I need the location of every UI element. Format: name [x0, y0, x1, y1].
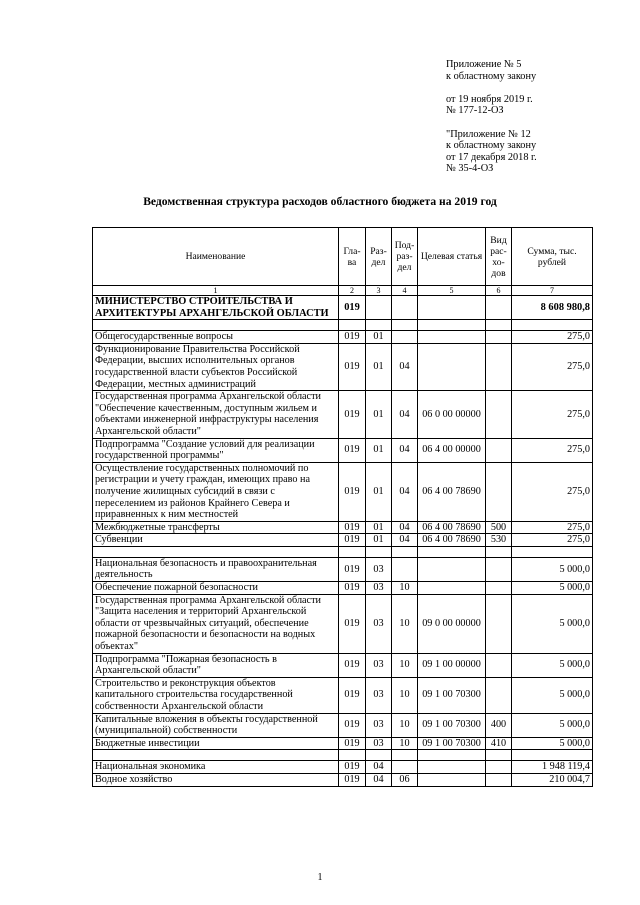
row-name: Подпрограмма "Создание условий для реализации государственной программы": [93, 438, 339, 462]
row-target-article: [418, 750, 486, 761]
header-target-article: Целевая статья: [418, 228, 486, 286]
row-sum: [512, 320, 593, 331]
row-sum: 5 000,0: [512, 653, 593, 677]
row-chapter: [339, 546, 366, 557]
row-expense-type: [486, 546, 512, 557]
row-section: [366, 320, 392, 331]
row-chapter: 019: [339, 462, 366, 521]
row-name: Бюджетные инвестиции: [93, 737, 339, 750]
row-section: 01: [366, 521, 392, 534]
row-target-article: 06 4 00 78690: [418, 534, 486, 547]
column-number: 5: [418, 286, 486, 296]
row-section: 03: [366, 713, 392, 737]
row-subsection: 04: [392, 343, 418, 390]
table-row: [93, 391, 593, 438]
row-subsection: 04: [392, 438, 418, 462]
row-chapter: 019: [339, 582, 366, 595]
table-row: [93, 438, 593, 462]
row-chapter: [339, 750, 366, 761]
row-target-article: 09 1 00 00000: [418, 653, 486, 677]
row-subsection: [392, 320, 418, 331]
row-sum: 210 004,7: [512, 773, 593, 786]
row-chapter: 019: [339, 391, 366, 438]
row-expense-type: [486, 320, 512, 331]
row-expense-type: 530: [486, 534, 512, 547]
row-expense-type: [486, 391, 512, 438]
row-expense-type: 410: [486, 737, 512, 750]
row-name: [93, 750, 339, 761]
row-name: Функционирование Правительства Российской Федерации, высших исполнительных органов государственной власти субъектов Российской Федерации, местных администраций: [93, 343, 339, 390]
table-row: [93, 582, 593, 595]
row-sum: 5 000,0: [512, 582, 593, 595]
row-chapter: 019: [339, 594, 366, 653]
table-row: [93, 750, 593, 761]
row-sum: 5 000,0: [512, 737, 593, 750]
row-sum: 275,0: [512, 534, 593, 547]
row-target-article: 09 1 00 70300: [418, 713, 486, 737]
row-expense-type: [486, 462, 512, 521]
row-expense-type: [486, 331, 512, 344]
annex-line: от 17 декабря 2018 г.: [446, 151, 537, 163]
row-sum: 5 000,0: [512, 594, 593, 653]
row-target-article: [418, 331, 486, 344]
row-expense-type: [486, 773, 512, 786]
row-section: 01: [366, 534, 392, 547]
row-subsection: 10: [392, 737, 418, 750]
header-row: [93, 228, 593, 286]
column-number: 7: [512, 286, 593, 296]
header-sum: Сумма, тыс. рублей: [512, 228, 593, 286]
annex-line: Приложение № 5: [446, 59, 522, 70]
row-subsection: 10: [392, 677, 418, 713]
table-row: [93, 761, 593, 774]
row-target-article: 06 4 00 00000: [418, 438, 486, 462]
row-subsection: 10: [392, 582, 418, 595]
row-target-article: 06 4 00 78690: [418, 521, 486, 534]
row-section: 03: [366, 582, 392, 595]
row-target-article: [418, 343, 486, 390]
row-chapter: 019: [339, 653, 366, 677]
row-chapter: 019: [339, 737, 366, 750]
column-numbers-row: [93, 286, 593, 296]
annex-line: № 35-4-ОЗ: [446, 163, 494, 175]
row-expense-type: [486, 594, 512, 653]
table-row: [93, 546, 593, 557]
document-title: Ведомственная структура расходов областного бюджета на 2019 год: [143, 195, 497, 208]
row-target-article: [418, 557, 486, 581]
table-row: [93, 343, 593, 390]
row-expense-type: [486, 343, 512, 390]
row-section: 01: [366, 391, 392, 438]
table-row: [93, 713, 593, 737]
row-target-article: 09 0 00 00000: [418, 594, 486, 653]
table-row: [93, 677, 593, 713]
table-row: [93, 557, 593, 581]
row-sum: 5 000,0: [512, 557, 593, 581]
row-subsection: 10: [392, 653, 418, 677]
table-row: [93, 653, 593, 677]
row-subsection: 04: [392, 462, 418, 521]
row-sum: 275,0: [512, 343, 593, 390]
row-section: 01: [366, 438, 392, 462]
table-row: [93, 594, 593, 653]
row-subsection: 04: [392, 521, 418, 534]
row-section: [366, 546, 392, 557]
row-subsection: 04: [392, 391, 418, 438]
ministry-name: МИНИСТЕРСТВО СТРОИТЕЛЬСТВА И АРХИТЕКТУРЫ АРХАНГЕЛЬСКОЙ ОБЛАСТИ: [93, 296, 339, 320]
ministry-chapter: 019: [339, 296, 366, 320]
row-name: Субвенции: [93, 534, 339, 547]
row-chapter: 019: [339, 438, 366, 462]
table-row: [93, 737, 593, 750]
annex-block: [446, 59, 626, 175]
annex-line: к областному закону: [446, 140, 537, 152]
row-expense-type: [486, 653, 512, 677]
row-name: Государственная программа Архангельской области "Обеспечение качественным, доступным жильем и объектами инженерной инфраструктуры населения Архангельской области": [93, 391, 339, 438]
row-target-article: 06 4 00 78690: [418, 462, 486, 521]
annex-line: № 177-12-ОЗ: [446, 105, 504, 117]
row-expense-type: 500: [486, 521, 512, 534]
row-subsection: 04: [392, 534, 418, 547]
row-subsection: [392, 331, 418, 344]
row-target-article: [418, 582, 486, 595]
row-subsection: 10: [392, 713, 418, 737]
row-chapter: 019: [339, 343, 366, 390]
header-name: Наименование: [93, 228, 339, 286]
row-target-article: [418, 546, 486, 557]
row-section: 03: [366, 557, 392, 581]
row-sum: 275,0: [512, 391, 593, 438]
row-sum: 275,0: [512, 438, 593, 462]
row-sum: [512, 750, 593, 761]
page-number: 1: [317, 872, 323, 883]
annex-line: "Приложение № 12: [446, 128, 531, 140]
row-target-article: 06 0 00 00000: [418, 391, 486, 438]
header-chapter: Гла-ва: [339, 228, 366, 286]
header-section: Раз-дел: [366, 228, 392, 286]
column-number: 6: [486, 286, 512, 296]
row-section: 04: [366, 761, 392, 774]
header-subsection: Под-раз-дел: [392, 228, 418, 286]
row-name: Национальная экономика: [93, 761, 339, 774]
row-section: 01: [366, 343, 392, 390]
column-number: 1: [93, 286, 339, 296]
row-chapter: 019: [339, 773, 366, 786]
row-sum: 275,0: [512, 521, 593, 534]
table-row: [93, 521, 593, 534]
table-row: [93, 331, 593, 344]
row-sum: 275,0: [512, 331, 593, 344]
row-subsection: [392, 750, 418, 761]
row-section: [366, 750, 392, 761]
row-chapter: 019: [339, 677, 366, 713]
annex-line: к областному закону: [446, 70, 537, 82]
row-subsection: 06: [392, 773, 418, 786]
row-section: 03: [366, 737, 392, 750]
row-section: 04: [366, 773, 392, 786]
row-sum: 5 000,0: [512, 713, 593, 737]
row-target-article: 09 1 00 70300: [418, 737, 486, 750]
ministry-row: [93, 296, 593, 320]
row-target-article: [418, 761, 486, 774]
row-name: Межбюджетные трансферты: [93, 521, 339, 534]
row-name: Капитальные вложения в объекты государственной (муниципальной) собственности: [93, 713, 339, 737]
row-section: 03: [366, 594, 392, 653]
row-section: 01: [366, 331, 392, 344]
row-name: Государственная программа Архангельской области "Защита населения и территорий Архангельской области от чрезвычайных ситуаций, обеспечение пожарной безопасности и безопасности на водных объектах": [93, 594, 339, 653]
table-row: [93, 534, 593, 547]
row-subsection: [392, 546, 418, 557]
row-expense-type: [486, 557, 512, 581]
row-chapter: 019: [339, 521, 366, 534]
row-chapter: 019: [339, 557, 366, 581]
row-expense-type: [486, 750, 512, 761]
row-name: Обеспечение пожарной безопасности: [93, 582, 339, 595]
table-row: [93, 320, 593, 331]
row-expense-type: [486, 761, 512, 774]
column-number: 3: [366, 286, 392, 296]
row-name: Подпрограмма "Пожарная безопасность в Архангельской области": [93, 653, 339, 677]
row-name: Водное хозяйство: [93, 773, 339, 786]
row-name: Национальная безопасность и правоохранительная деятельность: [93, 557, 339, 581]
row-section: 03: [366, 653, 392, 677]
row-target-article: [418, 773, 486, 786]
header-expense-type: Вид рас-хо-дов: [486, 228, 512, 286]
row-expense-type: 400: [486, 713, 512, 737]
row-chapter: 019: [339, 534, 366, 547]
row-section: 01: [366, 462, 392, 521]
row-subsection: 10: [392, 594, 418, 653]
column-number: 4: [392, 286, 418, 296]
row-expense-type: [486, 582, 512, 595]
row-chapter: [339, 320, 366, 331]
row-name: Общегосударственные вопросы: [93, 331, 339, 344]
row-expense-type: [486, 677, 512, 713]
ministry-sum: 8 608 980,8: [512, 296, 593, 320]
row-expense-type: [486, 438, 512, 462]
row-target-article: 09 1 00 70300: [418, 677, 486, 713]
row-subsection: [392, 557, 418, 581]
table-row: [93, 462, 593, 521]
row-target-article: [418, 320, 486, 331]
row-name: [93, 546, 339, 557]
row-chapter: 019: [339, 761, 366, 774]
row-section: 03: [366, 677, 392, 713]
table-row: [93, 773, 593, 786]
annex-line: от 19 ноября 2019 г.: [446, 93, 533, 105]
row-chapter: 019: [339, 713, 366, 737]
row-sum: [512, 546, 593, 557]
column-number: 2: [339, 286, 366, 296]
row-name: [93, 320, 339, 331]
row-name: Строительство и реконструкция объектов капитального строительства государственной собственности Архангельской области: [93, 677, 339, 713]
row-chapter: 019: [339, 331, 366, 344]
row-sum: 1 948 119,4: [512, 761, 593, 774]
row-sum: 5 000,0: [512, 677, 593, 713]
row-subsection: [392, 761, 418, 774]
row-name: Осуществление государственных полномочий по регистрации и учету граждан, имеющих право на получение жилищных субсидий в связи с переселением из районов Крайнего Севера и приравненных к ним местностей: [93, 462, 339, 521]
row-sum: 275,0: [512, 462, 593, 521]
budget-table: [92, 227, 593, 787]
